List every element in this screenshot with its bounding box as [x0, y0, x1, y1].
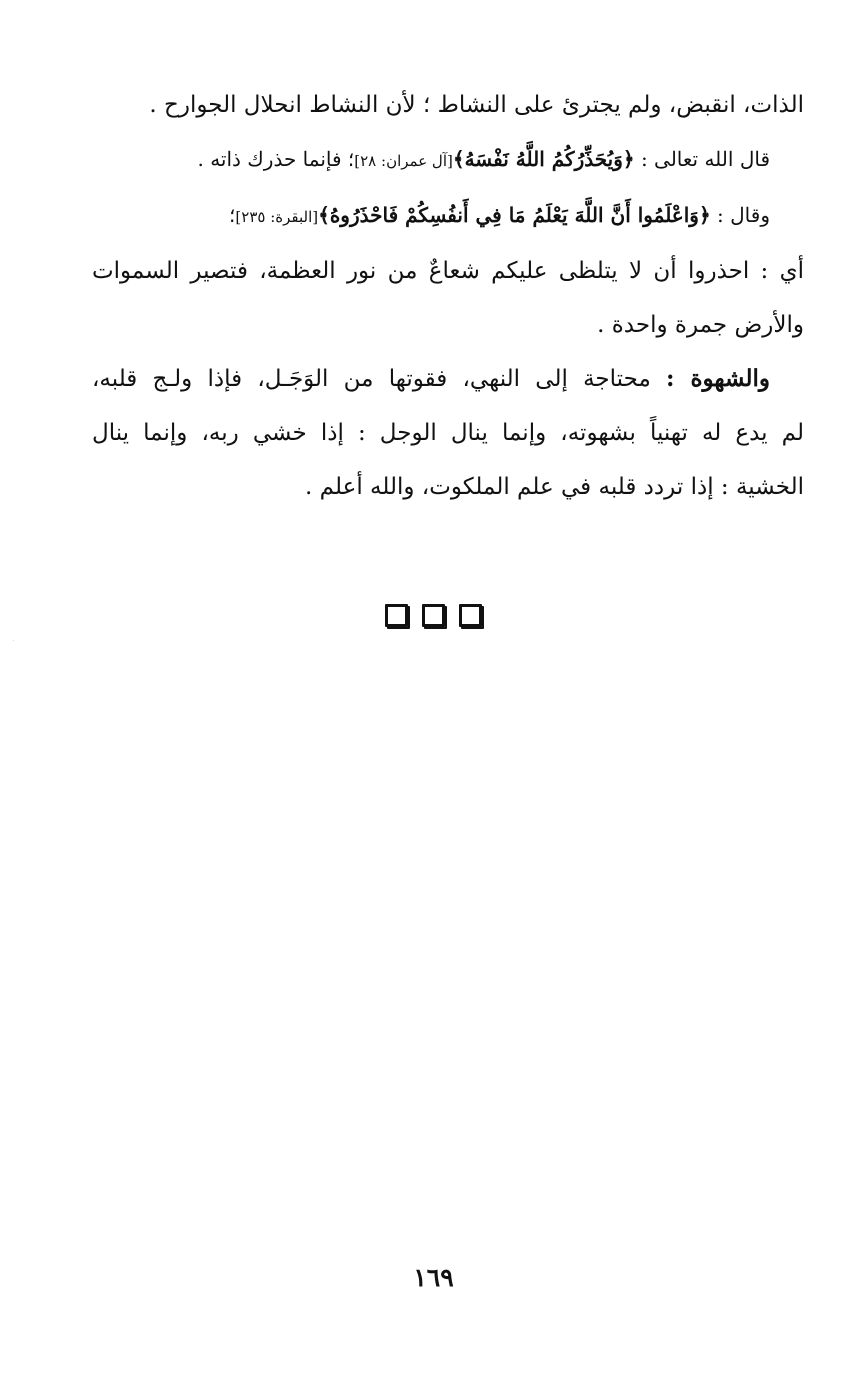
- defined-term: والشهوة :: [666, 365, 770, 392]
- quran-quote: ﴿وَاعْلَمُوا أَنَّ اللَّهَ يَعْلَمُ مَا فِي أَنفُسِكُمْ فَاحْذَرُوهُ﴾: [318, 203, 711, 227]
- body-line-7: لم يدع له تهنياً بشهوته، وإنما ينال الوجل : إذا خشي ربه، وإنما ينال: [92, 420, 804, 446]
- body-text: [92, 78, 804, 514]
- verse-commentary: ؛: [229, 203, 236, 227]
- paragraph-desire-line: [92, 352, 804, 406]
- square-ornament-icon: [385, 604, 408, 627]
- page-number: ١٦٩: [413, 1263, 454, 1292]
- square-ornament-icon: [459, 604, 482, 627]
- verse-line-al-baqarah: [92, 188, 804, 244]
- body-line-8: الخشية : إذا تردد قلبه في علم الملكوت، والله أعلم .: [305, 474, 804, 500]
- body-line-1: الذات، انقبض، ولم يجترئ على النشاط ؛ لأن النشاط انحلال الجوارح .: [149, 92, 804, 118]
- verse-reference: [آل عمران: ٢٨]: [354, 152, 453, 170]
- section-end-ornament: [0, 604, 867, 627]
- verse-line-al-imran: [92, 132, 804, 188]
- scan-speck: [13, 640, 14, 641]
- body-line-5: والأرض جمرة واحدة .: [597, 312, 804, 338]
- definition-text: محتاجة إلى النهي، فقوتها من الوَجَـل، فإذا ولـج قلبه،: [92, 366, 651, 392]
- verse-intro: وقال :: [717, 203, 770, 227]
- body-line-4: أي : احذروا أن لا يتلظى عليكم شعاعٌ من نور العظمة، فتصير السموات: [92, 258, 804, 284]
- verse-reference: [البقرة: ٢٣٥]: [235, 208, 319, 226]
- square-ornament-icon: [422, 604, 445, 627]
- verse-intro: قال الله تعالى :: [640, 147, 770, 171]
- verse-commentary: ؛ فإنما حذرك ذاته .: [197, 147, 355, 171]
- quran-quote: ﴿وَيُحَذِّرُكُمُ اللَّهُ نَفْسَهُ﴾: [452, 147, 635, 171]
